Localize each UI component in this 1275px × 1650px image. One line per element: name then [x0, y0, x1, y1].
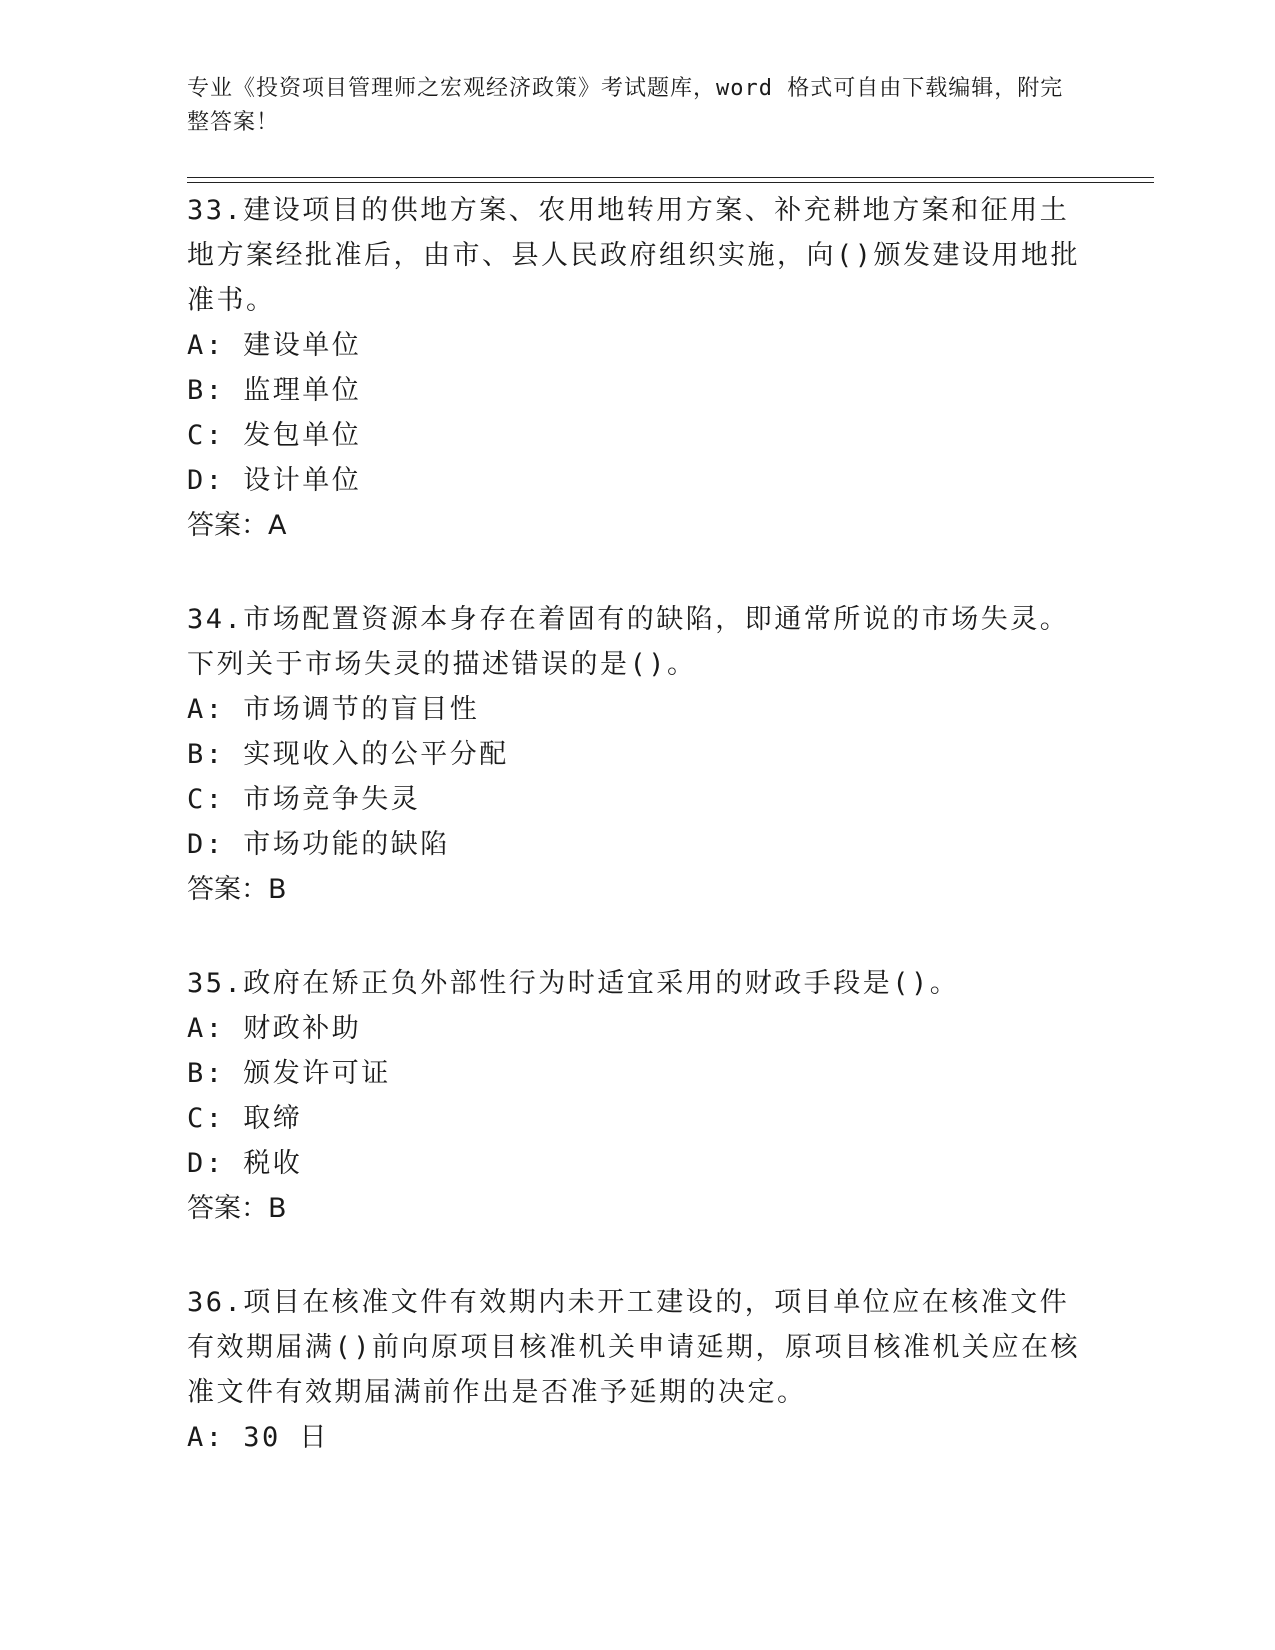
option-d: D: 税收	[187, 1148, 303, 1179]
option-d: D: 设计单位	[187, 465, 362, 496]
option-a: A: 建设单位	[187, 330, 362, 361]
option-a: A: 30 日	[187, 1422, 330, 1453]
option-b: B: 监理单位	[187, 375, 362, 406]
question-36	[187, 1280, 1087, 1460]
option-b: B: 颁发许可证	[187, 1058, 391, 1089]
question-34	[187, 597, 1087, 912]
question-stem: 36.项目在核准文件有效期内未开工建设的，项目单位应在核准文件有效期届满()前向原项目核准机关申请延期，原项目核准机关应在核准文件有效期届满前作出是否准予延期的决定。	[187, 1287, 1081, 1408]
question-list	[187, 188, 1087, 1460]
question-stem: 33.建设项目的供地方案、农用地转用方案、补充耕地方案和征用土地方案经批准后，由市、县人民政府组织实施，向()颁发建设用地批准书。	[187, 195, 1081, 316]
option-c: C: 市场竞争失灵	[187, 784, 421, 815]
question-33	[187, 188, 1087, 548]
option-b: B: 实现收入的公平分配	[187, 739, 509, 770]
answer-label: 答案：B	[187, 1193, 287, 1224]
option-a: A: 财政补助	[187, 1013, 362, 1044]
question-stem: 34.市场配置资源本身存在着固有的缺陷，即通常所说的市场失灵。下列关于市场失灵的描述错误的是()。	[187, 604, 1070, 680]
option-d: D: 市场功能的缺陷	[187, 829, 450, 860]
option-a: A: 市场调节的盲目性	[187, 694, 480, 725]
document-header: 专业《投资项目管理师之宏观经济政策》考试题库，word 格式可自由下载编辑，附完整答案！	[187, 76, 1064, 135]
answer-label: 答案：B	[187, 874, 287, 905]
option-c: C: 发包单位	[187, 420, 362, 451]
option-c: C: 取缔	[187, 1103, 303, 1134]
header-divider-top	[187, 177, 1154, 178]
question-stem: 35.政府在矫正负外部性行为时适宜采用的财政手段是()。	[187, 968, 960, 999]
header-divider-bottom	[187, 182, 1154, 183]
answer-label: 答案：A	[187, 510, 287, 541]
question-35	[187, 961, 1087, 1231]
